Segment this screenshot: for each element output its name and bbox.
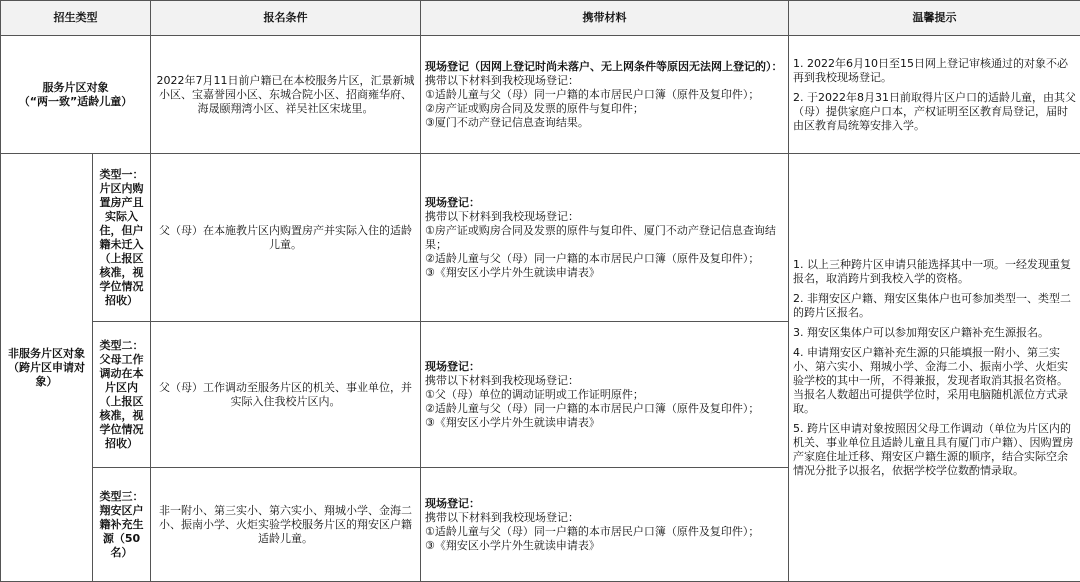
type1-label: 类型一：片区内购置房产且实际入住，但户籍未迁入（上报区核准，视学位情况招收）	[93, 154, 151, 322]
type2-material-item: ①父（母）单位的调动证明或工作证明原件；	[425, 387, 644, 401]
row1-condition: 2022年7月11日前户籍已在本校服务片区，汇景新城小区、宝嘉誉园小区、东城合院小区、招商雍华府、海晟颐翔湾小区、祥吴社区宋垅里。	[151, 36, 421, 154]
type2-material-item: ②适龄儿童与父（母）同一户籍的本市居民户口簿（原件及复印件）；	[425, 401, 760, 415]
type2-material-item: ③《翔安区小学片外生就读申请表》	[425, 415, 600, 429]
type1-materials-intro: 携带以下材料到我校现场登记：	[425, 209, 579, 223]
row1-material-item: ①适龄儿童与父（母）同一户籍的本市居民户口簿（原件及复印件）；	[425, 87, 760, 101]
type3-materials-title: 现场登记：	[425, 496, 480, 510]
group-tip: 1. 以上三种跨片区申请只能选择其中一项。一经发现重复报名，取消跨片到我校入学的资格。	[793, 257, 1071, 285]
group-label: 非服务片区对象（跨片区申请对象）	[1, 154, 93, 582]
row1-materials	[421, 36, 789, 154]
type3-materials-intro: 携带以下材料到我校现场登记：	[425, 510, 579, 524]
row1-type-cell	[1, 36, 151, 154]
group-tips	[789, 154, 1080, 582]
row1-type-line2: （“两一致”适龄儿童）	[18, 94, 133, 108]
type1-material-item: ③《翔安区小学片外生就读申请表》	[425, 265, 600, 279]
type3-condition: 非一附小、第三实小、第六实小、翔城小学、金海二小、振南小学、火炬实验学校服务片区的翔安区户籍适龄儿童。	[151, 468, 421, 582]
row1-tip: 1. 2022年6月10日至15日网上登记审核通过的对象不必再到我校现场登记。	[793, 56, 1068, 84]
row1-material-item: ③厦门不动产登记信息查询结果。	[425, 115, 589, 129]
header-type: 招生类型	[1, 1, 151, 36]
group-tip: 5. 跨片区申请对象按照因父母工作调动（单位为片区内的机关、事业单位且适龄儿童且具有厦门市户籍）、因购置房产家庭住址迁移、翔安区户籍生源的顺序，结合实际空余情况分批予以报名，依据学校学位数酌情录取。	[793, 421, 1074, 477]
type1-condition: 父（母）在本施教片区内购置房产并实际入住的适龄儿童。	[151, 154, 421, 322]
type2-materials-title: 现场登记：	[425, 359, 480, 373]
type1-materials-title: 现场登记：	[425, 195, 480, 209]
header-tips: 温馨提示	[789, 1, 1080, 36]
header-condition: 报名条件	[151, 1, 421, 36]
type1-material-item: ②适龄儿童与父（母）同一户籍的本市居民户口簿（原件及复印件）；	[425, 251, 760, 265]
row1-tip: 2. 于2022年8月31日前取得片区户口的适龄儿童，由其父（母）提供家庭户口本，产权证明至区教育局登记，届时由区教育局统筹安排入学。	[793, 90, 1076, 132]
header-row	[1, 1, 1080, 36]
type2-label: 类型二：父母工作调动在本片区内（上报区核准，视学位情况招收）	[93, 322, 151, 468]
group-tip: 3. 翔安区集体户可以参加翔安区户籍补充生源报名。	[793, 325, 1049, 339]
row-service-area	[1, 36, 1080, 154]
type2-condition: 父（母）工作调动至服务片区的机关、事业单位，并实际入住我校片区内。	[151, 322, 421, 468]
type3-materials	[421, 468, 789, 582]
group-tip: 4. 申请翔安区户籍补充生源的只能填报一附小、第三实小、第六实小、翔城小学、金海二小、振南小学、火炬实验学校的其中一所，不得兼报，发现者取消其报名资格。当报名人数超出可提供学位时，采用电脑随机派位方式录取。	[793, 345, 1068, 415]
row1-materials-title: 现场登记（因网上登记时尚未落户、无上网条件等原因无法网上登记的）：	[425, 59, 783, 73]
row1-materials-intro: 携带以下材料到我校现场登记：	[425, 73, 579, 87]
type3-material-item: ①适龄儿童与父（母）同一户籍的本市居民户口簿（原件及复印件）；	[425, 524, 760, 538]
type3-material-item: ③《翔安区小学片外生就读申请表》	[425, 538, 600, 552]
type1-materials	[421, 154, 789, 322]
row1-type-line1: 服务片区对象	[42, 80, 109, 94]
header-materials: 携带材料	[421, 1, 789, 36]
type1-material-item: ①房产证或购房合同及发票的原件与复印件、厦门不动产登记信息查询结果；	[425, 223, 776, 251]
row1-material-item: ②房产证或购房合同及发票的原件与复印件；	[425, 101, 644, 115]
row-type1	[1, 154, 1080, 322]
type3-label: 类型三：翔安区户籍补充生源（50名）	[93, 468, 151, 582]
type2-materials-intro: 携带以下材料到我校现场登记：	[425, 373, 579, 387]
type2-materials	[421, 322, 789, 468]
row1-tips	[789, 36, 1080, 154]
group-tip: 2. 非翔安区户籍、翔安区集体户也可参加类型一、类型二的跨片区报名。	[793, 291, 1071, 319]
